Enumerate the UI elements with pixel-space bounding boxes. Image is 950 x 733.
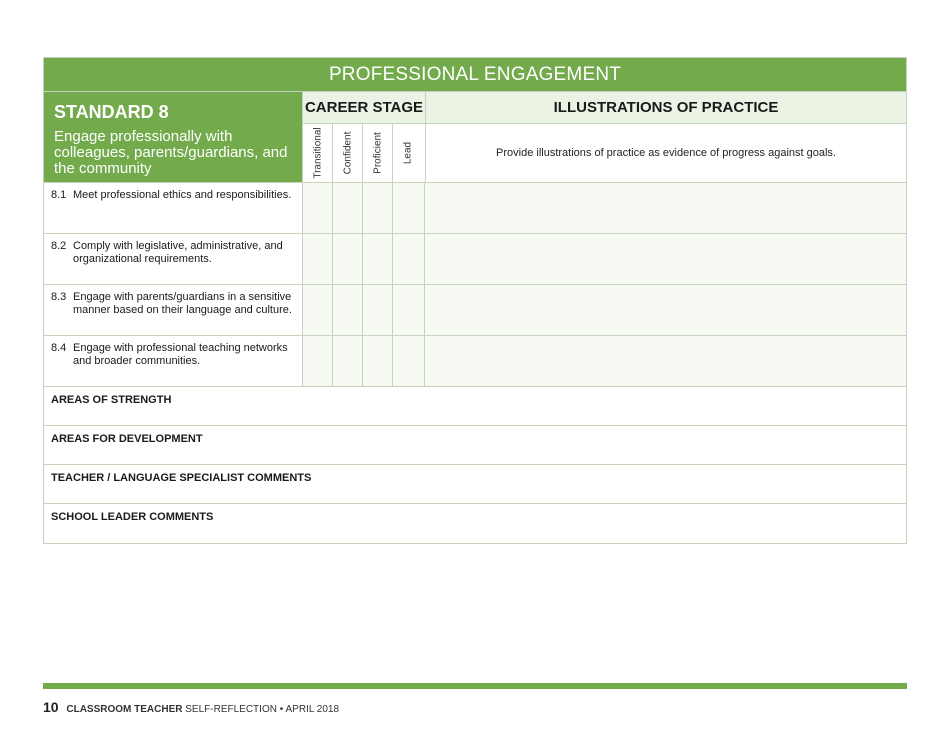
document-date: APRIL 2018 xyxy=(285,704,340,715)
stage-checkbox[interactable] xyxy=(333,336,363,386)
standard-description: Engage professionally with colleagues, parents/guardians, and the community xyxy=(54,128,288,177)
career-stage-title: CAREER STAGE xyxy=(303,92,425,124)
stage-checkbox[interactable] xyxy=(333,183,363,233)
stage-lead: Lead xyxy=(402,141,414,165)
table-header xyxy=(44,91,906,182)
stage-checkbox[interactable] xyxy=(363,336,393,386)
illustrations-title: ILLUSTRATIONS OF PRACTICE xyxy=(426,92,906,124)
standard-table xyxy=(43,57,907,544)
table-row xyxy=(44,335,906,386)
areas-of-strength-field[interactable]: AREAS OF STRENGTH xyxy=(44,386,906,425)
career-stage-header xyxy=(303,92,426,182)
stage-transitional: Transitional xyxy=(303,124,333,182)
document-title-bold: CLASSROOM TEACHER xyxy=(66,704,183,715)
footer-separator: • xyxy=(279,704,284,715)
page-footer xyxy=(43,699,339,715)
illustrations-header xyxy=(426,92,906,182)
stage-proficient: Proficient xyxy=(363,124,393,182)
stage-checkbox[interactable] xyxy=(363,285,393,335)
item-text: Engage with parents/guardians in a sensitive manner based on their language and culture. xyxy=(73,291,292,316)
stage-checkbox[interactable] xyxy=(303,336,333,386)
item-number: 8.1 xyxy=(51,189,67,201)
item-number: 8.2 xyxy=(51,240,67,252)
illustration-input[interactable] xyxy=(425,234,906,284)
stage-checkbox[interactable] xyxy=(393,336,425,386)
stage-checkbox[interactable] xyxy=(333,285,363,335)
illustration-input[interactable] xyxy=(425,285,906,335)
stage-confident: Confident xyxy=(333,124,363,182)
stage-checkbox[interactable] xyxy=(393,285,425,335)
item-number: 8.4 xyxy=(51,342,67,354)
standard-title: STANDARD 8 xyxy=(54,102,169,122)
areas-for-development-field[interactable]: AREAS FOR DEVELOPMENT xyxy=(44,425,906,464)
table-row xyxy=(44,182,906,233)
teacher-comments-field[interactable]: TEACHER / LANGUAGE SPECIALIST COMMENTS xyxy=(44,464,906,503)
page-number: 10 xyxy=(43,699,59,715)
illustrations-description: Provide illustrations of practice as evidence of progress against goals. xyxy=(496,147,836,159)
item-text: Engage with professional teaching networks and broader communities. xyxy=(73,342,288,367)
table-row xyxy=(44,284,906,335)
illustration-input[interactable] xyxy=(425,336,906,386)
footer-divider xyxy=(43,683,907,689)
stage-checkbox[interactable] xyxy=(393,183,425,233)
section-banner: PROFESSIONAL ENGAGEMENT xyxy=(44,58,906,91)
table-row xyxy=(44,233,906,284)
illustration-input[interactable] xyxy=(425,183,906,233)
stage-checkbox[interactable] xyxy=(303,183,333,233)
item-text: Comply with legislative, administrative, and organizational requirements. xyxy=(73,240,283,265)
stage-checkbox[interactable] xyxy=(363,234,393,284)
document-title: SELF-REFLECTION xyxy=(185,704,277,715)
school-leader-comments-field[interactable]: SCHOOL LEADER COMMENTS xyxy=(44,503,906,543)
stage-checkbox[interactable] xyxy=(363,183,393,233)
item-text: Meet professional ethics and responsibilities. xyxy=(73,189,292,201)
stage-checkbox[interactable] xyxy=(303,285,333,335)
stage-checkbox[interactable] xyxy=(333,234,363,284)
standard-cell xyxy=(44,92,303,182)
stage-checkbox[interactable] xyxy=(303,234,333,284)
item-number: 8.3 xyxy=(51,291,67,303)
stage-checkbox[interactable] xyxy=(393,234,425,284)
